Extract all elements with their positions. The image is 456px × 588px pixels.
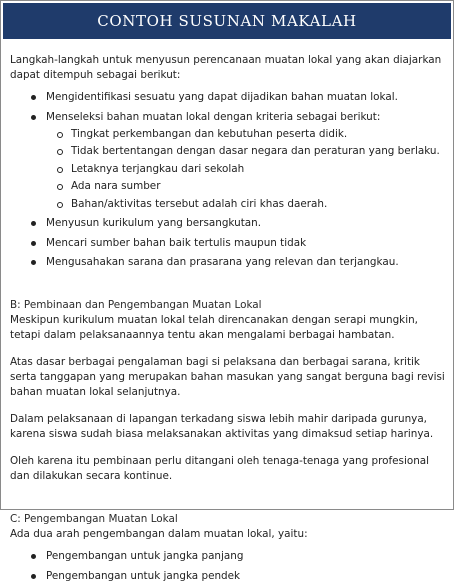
list-item: Pengembangan untuk jangka panjang: [10, 549, 445, 564]
document-title: CONTOH SUSUNAN MAKALAH: [3, 3, 451, 39]
sub-list-item: Bahan/aktivitas tersebut adalah ciri khas daerah.: [10, 197, 445, 212]
list-item: Mengidentifikasi sesuatu yang dapat dijadikan bahan muatan lokal.: [10, 90, 445, 105]
list-item: Menyusun kurikulum yang bersangkutan.: [10, 216, 445, 231]
development-list: [10, 549, 445, 584]
section-b: [10, 298, 445, 484]
sub-list-item: Ada nara sumber: [10, 179, 445, 194]
section-c: [10, 512, 445, 584]
paragraph: Atas dasar berbagai pengalaman bagi si pelaksana dan berbagai sarana, kritik serta tanggapan yang merupakan bahan masukan yang sangat berguna bagi revisi bahan muatan lokal selanjutnya.: [10, 356, 445, 398]
list-item: [10, 110, 445, 212]
section-c-intro: Ada dua arah pengembangan dalam muatan lokal, yaitu:: [10, 528, 308, 540]
sub-list-item: Tidak bertentangan dengan dasar negara dan peraturan yang berlaku.: [10, 144, 445, 159]
steps-list: [10, 90, 445, 270]
list-item: Mengusahakan sarana dan prasarana yang relevan dan terjangkau.: [10, 255, 445, 270]
document-body: [10, 53, 445, 588]
paragraph: Dalam pelaksanaan di lapangan terkadang siswa lebih mahir daripada gurunya, karena siswa sudah biasa melaksanakan aktivitas yang dimaksud setiap harinya.: [10, 413, 434, 440]
sub-list-item: Letaknya terjangkau dari sekolah: [10, 162, 445, 177]
sub-list-item: Tingkat perkembangan dan kebutuhan peserta didik.: [10, 127, 445, 142]
list-item: Mencari sumber bahan baik tertulis maupun tidak: [10, 236, 445, 251]
section-c-heading: C: Pengembangan Muatan Lokal: [10, 513, 178, 525]
intro-paragraph: Langkah-langkah untuk menyusun perencanaan muatan lokal yang akan diajarkan dapat ditempuh sebagai berikut:: [10, 54, 442, 81]
paragraph: Meskipun kurikulum muatan lokal telah direncanakan dengan serapi mungkin, tetapi dalam pelaksanaannya tentu akan mengalami berbagai hambatan.: [10, 314, 418, 341]
paragraph: Oleh karena itu pembinaan perlu ditangani oleh tenaga-tenaga yang profesional dan dilakukan secara kontinue.: [10, 455, 430, 482]
list-item-label: Menseleksi bahan muatan lokal dengan kriteria sebagai berikut:: [46, 110, 381, 123]
section-b-heading: B: Pembinaan dan Pengembangan Muatan Lokal: [10, 299, 262, 311]
criteria-list: [46, 127, 445, 212]
list-item: Pengembangan untuk jangka pendek: [10, 569, 445, 584]
